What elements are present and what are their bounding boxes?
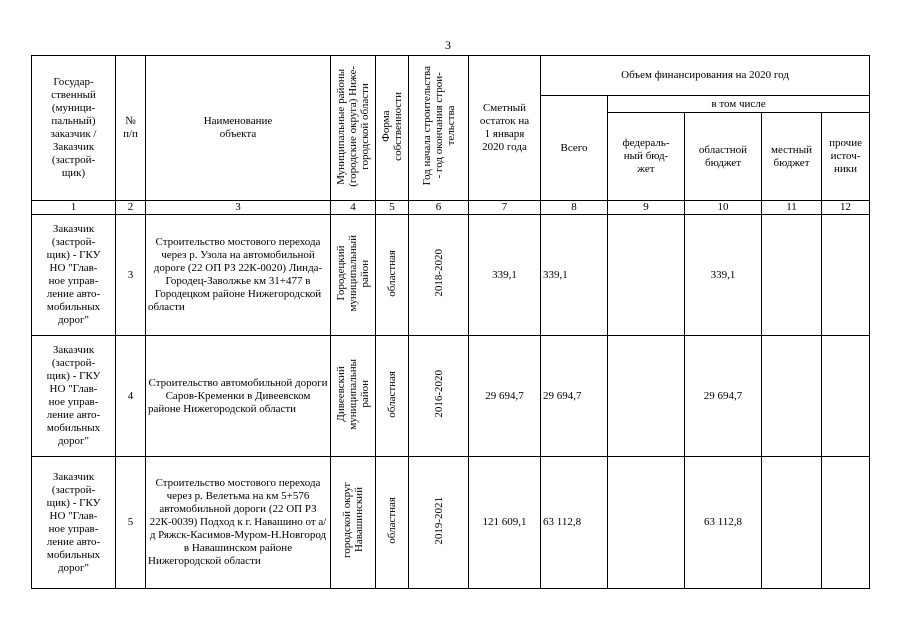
- row-number: 3: [116, 215, 146, 336]
- header-years: [409, 56, 469, 201]
- balance-cell: 121 609,1: [469, 457, 541, 589]
- local-cell: [762, 215, 822, 336]
- district-cell: [331, 336, 376, 457]
- customer-cell: Заказчик (застрой- щик) - ГКУ НО "Глав- ное управ- ление авто- мобильных дорог": [32, 336, 116, 457]
- ownership-text: областная: [386, 249, 398, 297]
- column-index: 2: [116, 201, 146, 215]
- regional-cell: 339,1: [685, 215, 762, 336]
- object-name-cell: Строительство мостового перехода через р. Велетьма на км 5+576 автомобильной дороги (22 ОП РЗ 22К-0039) Подход к г. Навашино от а/д Ряжск-Касимов-Муром-Н.Новгород в Навашинском районе Нижегородской области: [146, 457, 331, 589]
- customer-cell: Заказчик (застрой- щик) - ГКУ НО "Глав- ное управ- ление авто- мобильных дорог": [32, 215, 116, 336]
- header-ownership-text: Форма собственности: [380, 91, 404, 161]
- column-index: 12: [822, 201, 870, 215]
- district-text: городской округ Навашинский: [341, 482, 365, 559]
- column-index: 5: [376, 201, 409, 215]
- total-cell: 29 694,7: [541, 336, 608, 457]
- local-cell: [762, 457, 822, 589]
- header-row-1: [32, 56, 870, 96]
- ownership-cell: [376, 336, 409, 457]
- years-text: 2018-2020: [432, 249, 445, 297]
- header-districts: [331, 56, 376, 201]
- years-cell: [409, 215, 469, 336]
- column-index: 8: [541, 201, 608, 215]
- column-index: 3: [146, 201, 331, 215]
- object-name-cell: Строительство мостового перехода через р. Узола на автомобильной дороге (22 ОП РЗ 22К-0020) Линда-Городец-Заволжье км 31+477 в Городецком районе Нижегородской области: [146, 215, 331, 336]
- federal-cell: [608, 336, 685, 457]
- balance-cell: 339,1: [469, 215, 541, 336]
- years-text: 2016-2020: [432, 370, 445, 418]
- header-ownership: [376, 56, 409, 201]
- federal-cell: [608, 457, 685, 589]
- ownership-text: областная: [386, 497, 398, 544]
- column-index-row: [32, 201, 870, 215]
- other-cell: [822, 457, 870, 589]
- column-index: 1: [32, 201, 116, 215]
- column-index: 7: [469, 201, 541, 215]
- balance-cell: 29 694,7: [469, 336, 541, 457]
- financing-table: [31, 55, 870, 589]
- header-local: местный бюджет: [762, 113, 822, 201]
- local-cell: [762, 336, 822, 457]
- ownership-text: областная: [386, 370, 398, 418]
- regional-cell: 29 694,7: [685, 336, 762, 457]
- header-districts-text: Муниципальные районы (городские округа) Ниже- городской области: [335, 65, 371, 187]
- column-index: 10: [685, 201, 762, 215]
- header-including: в том числе: [608, 96, 870, 113]
- customer-cell: Заказчик (застрой- щик) - ГКУ НО "Глав- ное управ- ление авто- мобильных дорог": [32, 457, 116, 589]
- page-number: 3: [445, 38, 451, 52]
- district-text: Городецкий муниципальный район: [335, 234, 371, 312]
- header-num: № п/п: [116, 56, 146, 201]
- total-cell: 63 112,8: [541, 457, 608, 589]
- object-name-cell: Строительство автомобильной дороги Саров-Кременки в Дивеевском районе Нижегородской области: [146, 336, 331, 457]
- federal-cell: [608, 215, 685, 336]
- district-cell: [331, 215, 376, 336]
- other-cell: [822, 336, 870, 457]
- header-object-name: Наименование объекта: [146, 56, 331, 201]
- header-financing: Объем финансирования на 2020 год: [541, 56, 870, 96]
- column-index: 4: [331, 201, 376, 215]
- header-other: прочие источ- ники: [822, 113, 870, 201]
- header-regional: областной бюджет: [685, 113, 762, 201]
- table-row: [32, 457, 870, 589]
- years-text: 2019-2021: [432, 496, 445, 545]
- header-federal: федераль- ный бюд- жет: [608, 113, 685, 201]
- column-index: 11: [762, 201, 822, 215]
- column-index: 6: [409, 201, 469, 215]
- ownership-cell: [376, 457, 409, 589]
- years-cell: [409, 457, 469, 589]
- years-cell: [409, 336, 469, 457]
- table-row: [32, 215, 870, 336]
- header-total: Всего: [541, 96, 608, 201]
- district-cell: [331, 457, 376, 589]
- column-index: 9: [608, 201, 685, 215]
- regional-cell: 63 112,8: [685, 457, 762, 589]
- total-cell: 339,1: [541, 215, 608, 336]
- row-number: 5: [116, 457, 146, 589]
- table-row: [32, 336, 870, 457]
- header-balance: Сметный остаток на 1 января 2020 года: [469, 56, 541, 201]
- header-years-text: Год начала строительства - год окончания строи- тельства: [420, 66, 457, 186]
- district-text: Дивеевский муниципальны район: [335, 358, 371, 430]
- row-number: 4: [116, 336, 146, 457]
- other-cell: [822, 215, 870, 336]
- ownership-cell: [376, 215, 409, 336]
- header-customer: Государ- ственный (муници- пальный) заказчик / Заказчик (застрой- щик): [32, 56, 116, 201]
